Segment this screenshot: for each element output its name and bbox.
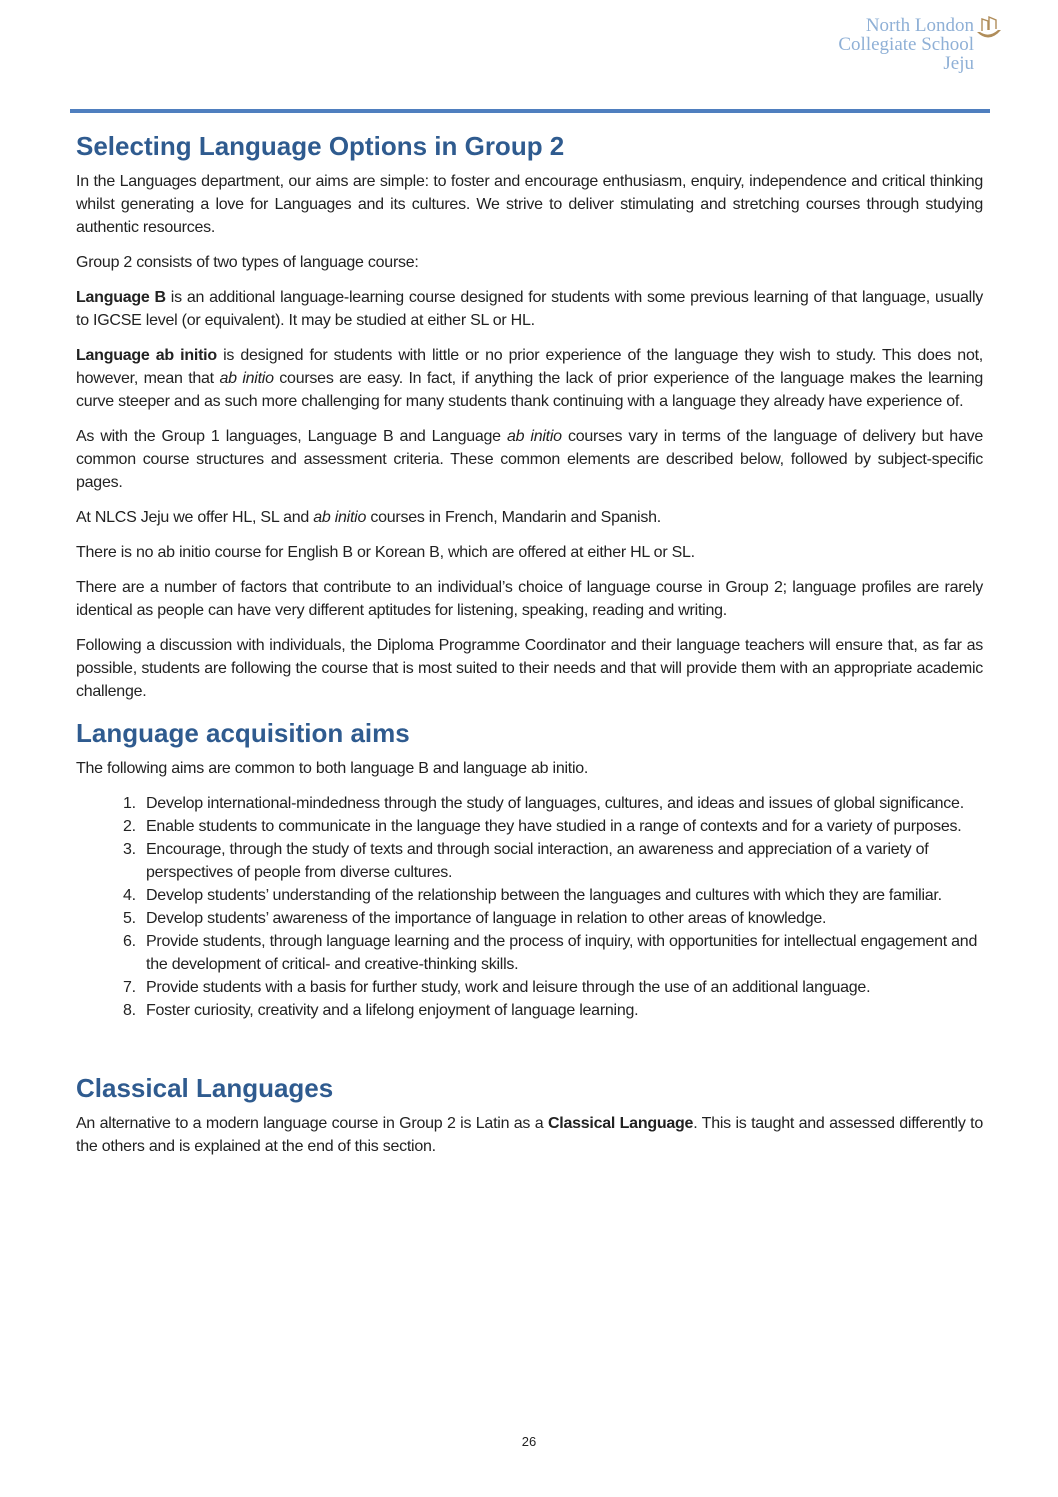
term: Language ab initio [76,347,217,364]
aims-heading: Language acquisition aims [76,718,410,748]
logo-line: Jeju [943,53,974,74]
group2-paragraph: Group 2 consists of two types of language course: [76,254,419,271]
text: is an additional language-learning course designed for students with some previous learning of that language, usually to IGCSE level (or equivalent). It may be studied at either SL or HL. [76,289,984,329]
list-item: 3. Encourage, through the study of texts and through social interaction, an awareness and appreciation of a variety of perspectives of people from diverse cultures. [140,838,983,884]
list-item: 2. Enable students to communicate in the language they have studied in a range of contexts and for a variety of purposes. [140,815,983,838]
list-item: 7. Provide students with a basis for further study, work and leisure through the use of an additional language. [140,976,983,999]
list-item: 5. Develop students’ awareness of the importance of language in relation to other areas of knowledge. [140,907,983,930]
factors-paragraph: There are a number of factors that contribute to an individual’s choice of language course in Group 2; language profiles are rarely identical as people can have very different aptitudes for listening, speaking, reading and writing. [76,579,983,619]
page-number: 26 [521,1434,537,1449]
ship-icon [974,14,1004,44]
text: courses vary in terms of the language of delivery but have common course structures and assessment criteria. These common elements are described below, followed by subject-specific pages. [76,428,984,491]
logo-line: North London [865,15,974,36]
list-item: 4. Develop students’ understanding of the relationship between the languages and cultures with which they are familiar. [140,884,983,907]
aims-list [76,792,983,1022]
classical-heading: Classical Languages [76,1073,334,1103]
text: At NLCS Jeju we offer HL, SL and [76,509,314,526]
text: As with the Group 1 languages, Language B and Language [76,428,507,445]
text: An alternative to a modern language course in Group 2 is Latin as a [76,1115,548,1132]
text: is designed for students with little or no prior experience of the language they wish to study. This does not, however, mean that [76,347,983,387]
classical-paragraph [76,1112,983,1158]
list-item: 8. Foster curiosity, creativity and a lifelong enjoyment of language learning. [140,999,983,1022]
italic-term: ab initio [506,428,562,445]
ab-initio-paragraph [76,344,983,413]
logo-line: Collegiate School [838,34,974,55]
discussion-paragraph: Following a discussion with individuals, the Diploma Programme Coordinator and their language teachers will ensure that, as far as possible, students are following the course that is most suited to their needs and that will provide them with an appropriate academic challenge. [76,637,983,700]
page-title: Selecting Language Options in Group 2 [76,131,565,161]
term: Classical Language [547,1115,694,1132]
header-rule [70,109,990,113]
italic-term: ab initio [219,370,274,387]
page-content [76,128,983,1170]
list-item: 1. Develop international-mindedness through the study of languages, cultures, and ideas and issues of global significance. [140,792,983,815]
language-b-paragraph [76,286,983,332]
italic-term: ab initio [313,509,367,526]
text: courses are easy. In fact, if anything the lack of prior experience of the language makes the learning curve steeper and as such more challenging for many students thank continuing with a language they already have experience of. [76,370,983,410]
offer-paragraph [76,506,983,529]
term: Language B [76,289,166,306]
no-ab-initio-paragraph: There is no ab initio course for English B or Korean B, which are offered at either HL or SL. [76,544,695,561]
school-logo [838,16,974,73]
list-item: 6. Provide students, through language learning and the process of inquiry, with opportunities for intellectual engagement and the development of critical- and creative-thinking skills. [140,930,983,976]
intro-paragraph: In the Languages department, our aims are simple: to foster and encourage enthusiasm, enquiry, independence and critical thinking whilst generating a love for Languages and its cultures. We strive to deliver stimulating and stretching courses through studying authentic resources. [76,173,983,236]
text: courses in French, Mandarin and Spanish. [366,509,661,526]
text: . This is taught and assessed differently to the others and is explained at the end of this section. [76,1115,984,1155]
aims-intro: The following aims are common to both language B and language ab initio. [76,760,589,777]
group1-paragraph [76,425,983,494]
